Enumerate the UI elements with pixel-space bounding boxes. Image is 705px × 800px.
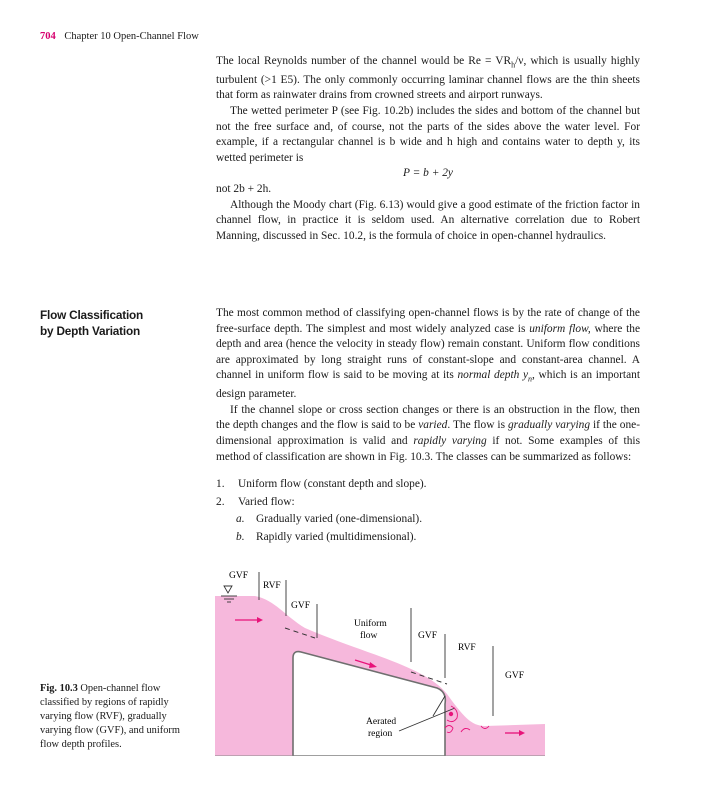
list-subitem: a. Gradually varied (one-dimensional). (236, 513, 423, 525)
intro-text (216, 54, 640, 244)
label-uniform-2: flow (360, 631, 378, 641)
list-item: 2. Varied flow: (216, 495, 295, 508)
section-paragraph-1: The most common method of classifying open-channel flows is by the rate of change of the free-surface depth. The simplest and most widely analyzed case is uniform flow, where the depth and area (hence the velocity in steady flow) remain constant. Uniform flow conditions are approximated by long straight runs of constant-slope and constant-area channel. A channel in uniform flow is said to be moving at its normal depth $y_n$, which is an important design parameter. (216, 307, 641, 401)
figure-caption (40, 682, 200, 752)
figure-10-3 (215, 566, 545, 761)
label-gvf-2: GVF (291, 601, 311, 611)
chapter-title: Chapter 10 Open-Channel Flow (64, 31, 199, 42)
caption-text: Open-channel flow classified by regions of rapidly varying flow (RVF), gradually varying flow (GVF), and uniform flow depth profiles. (40, 683, 180, 750)
caption-label: Fig. 10.3 (40, 683, 78, 694)
label-gvf-1: GVF (229, 571, 249, 581)
list-item: 1. Uniform flow (constant depth and slope). (216, 478, 427, 490)
section-heading: Flow Classification by Depth Variation (40, 308, 144, 338)
intro-paragraph-3: not 2b + 2h. (216, 183, 272, 196)
flow-diagram (215, 566, 545, 756)
classification-list (216, 476, 427, 546)
label-uniform-1: Uniform (354, 619, 387, 629)
section-paragraph-2: If the channel slope or cross section changes or there is an obstruction in the flow, then the depth changes and the flow is said to be varied. The flow is gradually varying if the one-dimensional approximation is valid and rapidly varying if not. Some examples of this method of classification are shown in Fig. 10.3. The classes can be summarized as follows: (216, 403, 641, 463)
list-subitem: b. Rapidly varied (multidimensional). (236, 530, 417, 543)
section-text (216, 306, 640, 465)
intro-paragraph-4: Although the Moody chart (Fig. 6.13) would give a good estimate of the friction factor in channel flow, in practice it is seldom used. An alternative correlation due to Robert Manning, discussed in Sec. 10.2, is the formula of choice in open-channel hydraulics. (216, 198, 640, 242)
intro-paragraph-2: The wetted perimeter P (see Fig. 10.2b) includes the sides and bottom of the channel but not the free surface and, of course, not the parts of the sides above the water level. For example, if a rectangular channel is b wide and h high and contains water to depth y, its wetted perimeter is (216, 105, 640, 164)
intro-paragraph-1: The local Reynolds number of the channel would be $Re = VR_h/\nu$, which is usually highly turbulent (>1 E5). The only commonly occurring laminar channel flows are the thin sheets that form as rainwater drains from crowned streets and airport runways. (216, 55, 640, 102)
label-rvf-1: RVF (263, 581, 281, 591)
page-header (40, 31, 199, 42)
page-number: 704 (40, 31, 56, 42)
label-rvf-2: RVF (458, 643, 476, 653)
label-aerated-1: Aerated (366, 717, 397, 727)
label-aerated-2: region (368, 729, 393, 739)
label-gvf-3: GVF (418, 631, 438, 641)
label-gvf-4: GVF (505, 671, 525, 681)
wetted-perimeter-equation: P = b + 2y (403, 167, 453, 180)
